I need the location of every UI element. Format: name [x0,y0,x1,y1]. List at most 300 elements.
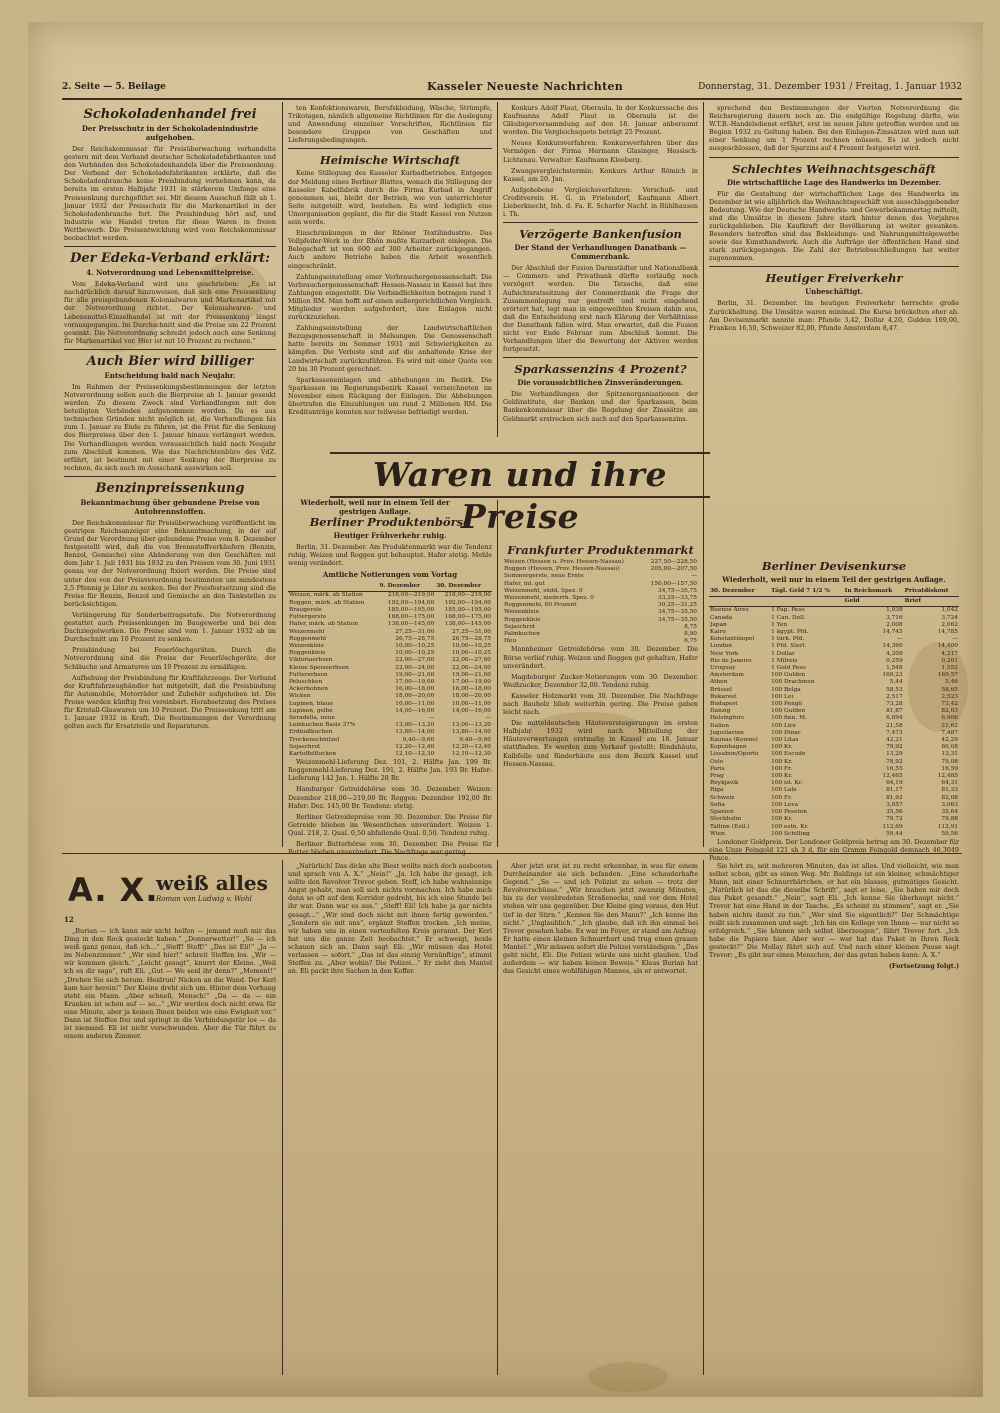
novel-text: „Natürlich! Das dicke alte Biest wollte mich doch ausbooten und sprach von A. X.“ „Nein!“ „Ja. Ich habe ihr gesagt, ich sollte den Revolver Trevor geben. Steff, ich habe wahnsinnige Angst gehabt, man soll sich nichts vormachen. Ich habe mich dann so oft auf dem Korridor gedreht, bis ich eine Stunde bei ihr war. Dann war es aus.“ „Steff! Eli! Ich habe ja gar nichts gesagt...“ „Wir sind doch nicht mit ihnen fertig geworden.“ „Sondern sie mit uns“, ergänzt Steffen trocken. „Ich meine, wir haben uns in einen verteufelten Kreis gerannt. Der Kerl hat uns die ganze Zeit beobachtet.“ Er schweigt, beide schauen sich an. Dann sagt Eli: „Wir müssen das Hotel verlassen — sofort.“ „Das ist das einzig Vernünftige“, stimmt Steffen zu. „Aber wohin? Die Polizei...“ Er zieht den Mantel an. Eli packt ihre Sachen in den Koffer. [288,862,492,976]
table-cell: 8,90 [684,631,697,638]
table-row [288,722,492,729]
table-cell: 19,00—21,00 [452,671,491,678]
table-row [288,693,492,700]
table-cell: 18,00—20,00 [452,693,491,700]
table-cell: 112,91 [937,823,958,830]
table-cell: Bukarest [710,693,737,700]
table-row [503,617,698,624]
article-text: Verlängerung für Sonderbeitragsstufe. Die Notverordnung gestattet auch Preissenkungen im Baugewerbe und bei den Dachziegelwerken. Die Preise sind vom 1. Januar 1932 ab im Durchschnitt um 10 Prozent zu senken. [64,610,276,644]
table-row [288,701,492,708]
article-text: Die mitteldeutschen Häuteversteigerungen im ersten Halbjahr 1932 wird nach Mitteilung der Häuteverwertungen erstmalig in Kassel am 18. Januar stattfinden. Es werden zum Verkauf gestellt: Rindshäute, Kalbfelle und Rinderhäute aus dem Bezirk Kassel und Hessen-Nassau. [503,719,698,768]
table-cell: Seradella, neue [289,714,335,721]
article-text: Kasseler Holzmarkt vom 30. Dezember. Die Nachfrage nach Bauholz blieb weiterhin gering. Die Preise gaben leicht nach. [503,691,698,717]
subheadline: Entscheidung bald nach Neujahr. [104,370,236,380]
table-cell: 1,548 [886,665,903,672]
table-cell: 14,360 [882,643,903,650]
table-cell: 227,50—228,50 [650,559,697,565]
table-cell: Weizen (Hessen u. Prov. Hessen-Nassau) [504,559,624,565]
table-cell: 9,40—9,60 [402,736,435,743]
table-cell: 1,038 [886,607,903,614]
column-header: 30. Dezember [435,582,492,592]
table-row [503,602,698,609]
table-cell: Jugoslavien [710,729,744,736]
table-cell: 73,42 [941,701,958,708]
article-text: Der Abschluß der Fusion Darmstädter und Nationalbank — Commerz- und Privatbank dürfte vorläufig noch verzögert werden. Die Tatsache, daß eine Aufsichtsratssitzung der Commerzbank die Frage der Zusammenlegung nur gestreift und nicht eingehend erörtert hat, legt man in eingeweihten Kreisen dahin aus, daß die Entscheidung erst nach Klärung der Verhältnisse der Danatbank fallen wird. Man erwartet, daß die Fusion nicht vor Ende Februar zum Abschluß kommt. Die Verhandlungen über die Bewertung der Aktiven werden fortgesetzt. [503,264,698,354]
frankfurt-table [503,559,698,645]
table-cell: 22,00—24,00 [395,664,435,671]
table-cell: Wien [710,830,725,837]
table-row [288,636,492,643]
article-text: Sparkasseneinlagen und -abhebungen im Bezirk. Die Sparkassen im Regierungsbezirk Kassel verzeichneten im November einen Rückgang der Einlagen. Die Abhebungen übertrafen die Einzahlungen um rund 2 Millionen RM. Die Kreditanträge konnten nur teilweise befriedigt werden. [288,375,492,417]
column-4-upper [709,104,959,544]
table-cell: Paris [710,765,725,772]
table-cell: Japan [710,621,727,628]
article-text: Berliner Getreidepreise vom 30. Dezember. Die Preise für Getreide blieben im Wesentlichen unverändert. Weizen 1. Qual. 218, 2. Qual. 0,50 abfallende Qual. 0,50. Tendenz ruhig. [288,812,492,837]
table-cell: 82,03 [941,708,958,715]
table-cell: 35,56 [886,809,903,816]
divider [709,266,959,267]
headline-produktenboerse: Berliner Produktenbörse [309,515,471,529]
table-row [288,751,492,758]
table-cell: 3,724 [941,614,958,621]
table-cell: 79,92 [886,744,903,751]
novel-text: „Burian — ich kann mir nicht helfen — jemand muß mir das Ding in den Rock gesteckt haben.“ „Donnerwetter!“ „So — ich weiß ganz genau, daß ich...“ „Steff! Steff!“ „Das ist Eli!“ „Ja — im Nebenzimmer.“ „Wir sind hier!“ schreit Steffen los. „Wir — wir kommen gleich.“ „Leicht gesagt“, knurrt der Kleine. „Weil ich es dir sage“, ruft Eli. „Gut — Wo seid ihr denn?“ „Moment!“ „Drehen Sie sich herum. Heidrun! Nicken an die Wand. Der Kerl kam hier herein!“ Der Kleine dreht sich um. Hinter dem Vorhang steht ein Mann. „Aber schnell, Mensch!“ „Da — da — ein Kranken ist schon auf — so...“ „Wir werden doch nicht etwa für eine Minute, aber ja keinen Ihnen beiden wie eine Ewigkeit vor.“ Dann ist Steffen frei und springt in die Verbindungstür los — da ist niemand. Eli ist nicht verschwunden. Aber die Tür führt zu einem anderen Zimmer. [64,927,276,1041]
headline-frankfurter: Frankfurter Produktenmarkt [507,543,694,557]
table-cell: — [485,714,491,721]
table-cell: 100 Kr. [771,816,793,823]
table-row [288,600,492,607]
table-cell: Tallinn (Estl.) [710,823,750,830]
table-cell: 10,00—11,00 [452,700,491,707]
table-cell: 100 Lei [771,693,794,700]
table-cell: Viktoriaerbsen [289,657,333,664]
table-cell: Budapest [710,701,738,708]
table-cell: 26,75—28,75 [452,635,491,642]
table-cell: Canada [710,614,733,621]
table-row [709,751,959,758]
table-row [709,629,959,636]
table-row [503,631,698,638]
table-cell: Roggenkleie [504,616,541,623]
table-cell: 169,57 [937,672,958,679]
table-cell: 79,88 [941,816,958,823]
novel-column-2 [288,862,492,1375]
table-cell: 14,00—16,00 [452,707,491,714]
headline-sparkassenzins: Sparkassenzins 4 Prozent? [514,362,687,377]
table-cell: Oslo [710,758,724,765]
column-rule [497,860,498,1375]
divider [64,246,276,247]
table-cell: 12,465 [882,773,903,780]
table-cell: 34,75—35,50 [658,616,697,623]
table-cell: Lupinen, gelbe [289,707,333,714]
novel-text: Sie hört zu, seit mehreren Minuten, das ist alles. Und vielleicht, wie man selbst schon, gibt es einen Weg. Mr. Baldings ist ein kleiner, schmächtiger Mann, mit einer Schnurrbärtchen, er hat ein blasses, gutmütiges Gesicht. „Natürlich ist das die dieselbe Schrift“, sagt er leise. „Sie haben mir doch das Paket gesandt.“ „Nein“, sagt Eli. „Ich kenne Sie überhaupt nicht.“ Trevor hat eine Hand in der Tasche. „Es scheint zu stimmen“, sagt er. „Sie haben nichts damit zu tun.“ „Wer sind Sie eigentlich?“ Der Schmächtige reißt sich zusammen und sagt: „Ich bin ein Kollege von Ihnen — nur nicht so erfolgreich.“ „Sie können sich selbst überzeugen“, fährt Trevor fort. „Ich habe die Papiere hier. Aber wer — wer hat das Paket in Ihren Rock gesteckt?“ Die Mollay fährt sich auf. Und nach einer kleinen Pause sagt Trevor: „Es gibt nur einen Menschen, der das getan haben kann: A. X.“ [709,862,959,960]
table-cell: 82,08 [941,794,958,801]
table-cell: 1 Pap. Peso [771,607,805,614]
table-cell: Kaunas (Kowno) [710,737,758,744]
table-cell: Weizenmehl, südd. Spez. 0 [504,587,583,594]
column-header: Tägl. Geld 7 1/2 % [770,587,844,597]
article-text: Berliner Butterbörse vom 30. Dezember. Die Preise für Butter blieben unverändert. Die Nachfrage war gering. [288,840,492,857]
table-cell: Kopenhagen [710,744,747,751]
headline-edeka: Der Edeka-Verband erklärt: [70,251,270,267]
table-cell: 10,00—10,25 [395,642,435,649]
table-cell: 13,00—13,20 [395,722,435,729]
table-cell: 18,00—20,00 [395,693,435,700]
table-cell: 13,80—14,00 [452,729,491,736]
table-cell: Weizenkleie [504,609,540,616]
divider [503,222,698,223]
table-cell: Kartoffelflocken [289,750,337,757]
table-cell: 2,008 [886,621,903,628]
column-header: Brief [904,597,959,607]
chapter-number: 12 [64,915,74,924]
table-cell: 6,75 [684,638,697,645]
table-cell: Erdnußkuchen [289,729,333,736]
table-cell: 100 Schilling [771,830,810,837]
table-row [288,629,492,636]
table-cell: 100 Dinar [771,729,801,736]
article-text: Einschränkungen in der Rhöner Textilindustrie. Das Vollpfeifer-Werk in der Rhön mußte Kurzarbeit einlegen. Die Belegschaft ist von 600 auf 300 Arbeiter zurückgegangen. Auch andere Betriebe haben die Arbeit wesentlich eingeschränkt. [288,229,492,270]
table-cell: 13,00—13,20 [452,722,491,729]
table-cell: 12,10—12,30 [395,750,435,757]
divider [288,148,492,149]
table-cell: 1,552 [941,665,958,672]
table-row [709,766,959,773]
column-header: In Reichsmark [844,587,904,597]
table-cell: 100 Drachmen [771,679,815,686]
table-cell: 64,31 [941,780,958,787]
table-row [288,607,492,614]
table-cell: 58,65 [941,686,958,693]
divider [709,157,959,158]
table-row [288,665,492,672]
column-1 [64,104,276,849]
table-cell: 205,00—207,50 [650,566,697,573]
table-cell: 100 finn. M. [771,715,807,722]
table-cell: 100 Fr. [771,794,793,801]
table-cell: 22,00—27,00 [395,657,435,664]
article-text: ten Konfektionswaren, Berufskleidung, Wäsche, Strümpfe, Trikotagen, nämlich allgemeine Richtlinien für die Auslegung und Anwendung einzelner Vorschriften, Richtlinien für besondere Gruppen von Geschäften und Lieferungsbedingungen. [288,104,492,145]
divider [64,476,276,477]
table-cell: London [710,643,733,650]
headline-heimische-wirtschaft: Heimische Wirtschaft [319,153,461,168]
divider [64,349,276,350]
novel-title-ax: A. X. [68,871,159,909]
table-row [288,650,492,657]
table-cell: 100 Gulden [771,672,806,679]
table-cell: 4,217 [941,650,958,657]
column-header: 30. Dezember [709,587,770,597]
table-cell: 81,87 [886,708,903,715]
table-cell: 3,716 [886,614,903,621]
novel-title [68,870,268,912]
article-text: Magdeburger Zucker-Notierungen vom 30. Dezember. Weißzucker, Dezember 32,00. Tendenz ruhig. [503,672,698,689]
table-cell: 81,17 [886,787,903,794]
table-row [288,708,492,715]
table-cell: 22,00—24,00 [452,664,491,671]
table-row [709,665,959,672]
table-cell: Prag [710,773,724,780]
table-cell: 27,25—31,00 [395,628,435,635]
column-header: Geld [844,597,904,607]
table-cell: Danzig [710,708,731,715]
table-cell: 100 Gulden [771,708,806,715]
table-cell: Sojaschrot [289,743,321,750]
devisen-table [709,587,959,838]
table-cell: 9,40—9,60 [459,736,491,743]
novel-text: Aber jetzt erst ist zu recht erkennbar, in was für einem Durcheinander sie sich befanden. „Eine schauderhafte Gegend.“ „So — und ich Polizist zu sehen — trotz der Revolverschüsse.“ „Wir brauchen jetzt zwanzig Minuten, bis zu der verabredeten Straßenecke, und vor dem Hotel stehen wir uns gegenüber. Der Kleine ging voraus, den Hut tief in der Stirn.“ „Kennen Sie den Mann?“ „Ich kenne ihn nicht.“ „Unglaublich.“ „Ich glaube, daß ich ihn einmal bei Trevor gesehen habe. Es war im Foyer, er stand am Aufzug. Er hatte einen kleinen Schnurrbart und trug einen grauen Mantel.“ „Wir müssen sofort die Polizei verständigen.“ „Das geht nicht, Eli. Die Polizei würde uns nicht glauben. Und außerdem — wir haben keinen Beweis.“ Klaus Burian hat das Gesicht eines wohlfähigen Mannes, als er antwortet. [503,862,698,976]
devisenkurse-section [709,556,959,863]
table-cell: Palmkuchen [504,631,540,638]
table-cell: 7,473 [886,729,903,736]
table-cell: 7,487 [941,729,958,736]
table-cell: 1 Dollar [771,650,795,657]
table-cell: 14,745 [882,629,903,636]
table-cell: 35,64 [941,809,958,816]
table-row [709,672,959,679]
table-cell: 192,00—194,00 [387,599,435,606]
page-date: Donnerstag, 31. Dezember 1931 / Freitag, 1. Januar 1932 [698,82,962,92]
table-cell: 168,00—175,00 [387,614,435,621]
table-row [709,780,959,787]
table-cell: 42,29 [941,737,958,744]
article-text: Mannheimer Getreidebörse vom 30. Dezember. Die Börse verlief ruhig. Weizen und Roggen gut gehalten, Hafer unverändert. [503,645,698,670]
table-cell: 2,062 [941,621,958,628]
table-cell: 100 Leva [771,801,799,808]
article-text: Konkurs Adolf Plaut, Oberaula. In der Konkurssache des Kaufmanns Adolf Plaut in Oberaula ist die Gläubigerversammlung auf den 18. Januar anberaumt worden. Die Vergleichsquote beträgt 25 Prozent. [503,104,698,137]
table-cell: Lissabon/Oporto [710,751,759,758]
table-cell: 73,28 [886,701,903,708]
table-cell: 100 Fr. [771,765,793,772]
continuation-note: (Fortsetzung folgt.) [888,962,959,971]
table-cell: 100 Belga [771,686,801,693]
table-cell: Riga [710,787,724,794]
table-cell: Roggenkleie [289,650,326,657]
table-row [709,615,959,622]
subheadline: Bekanntmachung über gebundene Preise von Autobrennstoffen. [80,497,260,516]
table-cell: 14,785 [937,629,958,636]
column-header [288,582,379,592]
table-row [709,636,959,643]
table-cell: 59,56 [941,830,958,837]
table-cell: Kleine Speiseerbsen [289,664,349,671]
produkten-table [288,582,492,758]
table-cell: 1 türk. Pfd. [771,636,805,643]
table-cell: Trockenschnitzel [289,736,340,743]
table-row [709,651,959,658]
table-cell: 16,55 [886,765,903,772]
table-row [288,592,492,600]
table-cell: — [691,573,697,580]
table-cell: 0,261 [941,657,958,664]
article-text: Zwangsvergleichstermin: Konkurs Arthur Römich in Kassel, am 20. Jan. [503,166,698,183]
table-cell: 16,00—18,00 [395,686,435,693]
table-cell: 100 Pengö [771,701,803,708]
produktenboerse-section [288,512,492,857]
table-cell: Futtergerste [289,614,327,621]
table-cell: Hafer, inl. gut [504,580,545,587]
table-cell: Buenos Aires [710,607,749,614]
table-cell: Weizenmehl [289,628,325,635]
headline-bankenfusion: Verzögerte Bankenfusion [519,227,682,242]
table-cell: 10,00—10,25 [452,642,491,649]
table-row [288,737,492,744]
table-cell: Roggen (Hessen, Prov. Hessen-Nassau) [504,566,620,573]
table-cell: 58,53 [886,686,903,693]
table-cell: Wicken [289,693,311,700]
table-cell: 27,25—31,00 [452,628,491,635]
table-row [709,802,959,809]
table-cell: 192,00—194,00 [444,599,491,606]
table-cell: Schweiz [710,794,735,801]
table-cell: Weizenmehl, niederrh. Spez. 0 [504,595,594,602]
article-text: Im Rahmen der Preissenkungsbestimmungen der letzten Notverordnung sollen auch die Bierpreise ab 1. Januar gesenkt werden. Zu diesem Zweck sind Verhandlungen mit den beteiligten Verbänden aufgenommen worden. Da es aus technischen Gründen nicht möglich ist, die Verhandlungen bis zum 1. Januar zu Ende zu führen, ist die Frist für die Senkung des Bierpreises über den 1. Januar hinaus verlängert worden. Die Verhandlungen werden voraussichtlich bald nach Neujahr zum Abschluß kommen. Wie das Nachrichtenbüro des VdZ. erfährt, ist bestimmt mit einer Senkung der Bierpreise zu rechnen, da sich auch im Ausschank auswirken soll. [64,382,276,472]
table-cell: 100 isl. Kr. [771,780,803,787]
table-cell: 81,33 [941,787,958,794]
table-row [709,824,959,831]
newspaper-title: Kasseler Neueste Nachrichten [427,80,624,93]
table-cell: 22,00—27,00 [452,657,491,664]
table-cell: 138,00—145,00 [444,621,491,628]
table-row [288,672,492,679]
article-text: Vom Edeka-Verband wird uns geschrieben: „Es ist nachdrücklich darauf hinzuweisen, daß sich eine Preissenkung für alle preisgebundenen Kolonialwaren und Markenartikel mit der Notverordnung richtet. Der Kolonialwaren- und Lebensmittel-Einzelhandel ist mit der Preissenkung längst vorausgegangen. Im Durchschnitt sind die Preise um 22 Prozent gesenkt. Die Notverordnung schreibt jedoch auch eine Senkung für Markenartikel vor. Hier ist mit 10 Prozent zu rechnen.“ [64,280,276,345]
column-header: Privatdiskont [904,587,959,597]
article-text: Weizenmehl-Lieferung Dez. 101, 2. Hälfte Jan. 199 Br. Roggenmehl-Lieferung Dez. 191, 2. Hälfte Jan. 193 Br. Hafer-Lieferung 142 Jan. 1. Hälfte 28 Br. [288,758,492,783]
table-cell: Italien [710,722,729,729]
table-row [709,701,959,708]
table-cell: 168,00—175,00 [444,614,491,621]
table-cell: 6,906 [941,715,958,722]
table-cell: 5,44 [889,679,903,686]
table-cell: 78,92 [886,758,903,765]
table-row [709,679,959,686]
table-row [709,787,959,794]
column-rule [497,500,498,847]
table-cell: Athen [710,679,728,686]
table-cell: 79,72 [886,816,903,823]
table-row [709,687,959,694]
headline-devisenkurse: Berliner Devisenkurse [761,559,907,573]
table-cell: 3,057 [886,801,903,808]
table-cell: 12,10—12,30 [452,750,491,757]
table-cell: Rio de Janeiro [710,657,752,664]
table-cell: Amsterdam [710,672,744,679]
table-cell: 8,75 [684,623,697,630]
subheadline: Wiederholt, weil nur in einem Teil der gestrigen Auflage. [722,575,946,584]
column-3-upper [503,104,698,444]
table-cell: Roggenmehl [289,635,326,642]
table-cell: 2,517 [886,693,903,700]
table-cell: 1,042 [941,607,958,614]
table-row [709,809,959,816]
table-cell: 26,75—28,75 [395,635,435,642]
table-row [288,643,492,650]
page-header [62,80,962,100]
table-row [503,588,698,595]
article-text: Der Reichskommissar für Preisüberwachung veröffentlicht im gestrigen Reichsanzeiger eine Bekanntmachung, in der auf Grund der Verordnung über gebundene Preise vom 8. Dezember festgestellt wird, daß die von Brennstoffverkäufern (Benzin, Benzol, Gemische) eine Abänderung von den Geschäften mit dem Jahr 1. Juli 1931 bis 1932 zu den Preisen vom 30. Juni 1931 genau vor der Notverordnung fixiert werden. Die Preise sind unter den von der Preisverordnung bestimmten um mindestens 2,5 Pfennig je Liter zu senken. Bei der Preisfestsetzung sind die Preise für Benzin, Benzol und Gemische an den Tankstellen zu berücksichtigen. [64,518,276,608]
table-cell: 138,00—145,00 [387,621,435,628]
banner-subtitle: Wiederholt, weil nur in einem Teil der gestrigen Auflage. [300,498,450,516]
table-cell: Sofia [710,801,725,808]
table-cell: 100 Kr. [771,744,793,751]
table-cell: 19,00—21,00 [395,671,435,678]
table-row [709,658,959,665]
table-cell: Sojaschrot [504,623,536,630]
table-cell: 12,20—12,40 [452,743,491,750]
table-cell: Braugerste [289,606,322,613]
subheadline: Heutiger Frühverkehr ruhig. [333,531,447,540]
table-cell: 3,063 [941,801,958,808]
article-text: Preisbindung bei Feuerlöschgeräten. Durch die Notverordnung sind die Preise der Feuerlöschgeräte, der Schläuche und Armaturen um 10 Prozent zu ermäßigen. [64,646,276,671]
table-cell: 17,00—19,00 [452,678,491,685]
column-2-upper [288,104,492,444]
table-cell: 1 Yen [771,621,788,628]
column-header: 9. Dezember [379,582,436,592]
table-cell: 1 Can. Doll. [771,614,806,621]
table-row [709,816,959,823]
table-row [288,729,492,736]
article-text: Aufgehobene Vergleichsverfahren: Vorschuß- und Creditverein H. G. in Frielendorf, Kaufmann Albert Lieberknecht, Inh. d. Fa. E. Scharfer Nachf. in Rühlhausen i. Th. [503,185,698,219]
table-row [288,621,492,628]
table-row [709,773,959,780]
table-cell: Ackerbohnen [289,686,328,693]
table-cell: 16,59 [941,765,958,772]
table-cell: Peluschken [289,678,323,685]
novel-column-4 [709,862,959,1375]
table-cell: 13,29 [886,751,903,758]
table-cell: Heu [504,638,517,645]
article-text: Aufhebung der Preisbindung für Kraftfahrzeuge. Der Verband der Kraftfahrzeughändler hat mitgeteilt, daß die Preisbindung für Automobile, Motorräder und Zubehör aufgehoben ist. Die Preise werden künftig frei vereinbart. Herabsetzung des Preises für Kristall-Glaswaren um 10 Prozent. Die Preissenkung tritt am 1. Januar 1932 in Kraft. Die Bestimmungen der Verordnung gelten auch für Ersatzteile und Reparaturen. [64,673,276,731]
table-cell: 169,23 [882,672,903,679]
table-cell: Sommergerste, neue Ernte [504,573,584,580]
table-row [503,638,698,645]
article-text: Neues Konkursverfahren: Konkursverfahren über das Vermögen der Firma Hermann Glasinger, Hessisch-Lichtenau. Verwalter: Kaufmann Kleeberg. [503,139,698,164]
table-cell: 218,00—219,00 [444,592,491,599]
table-cell: 14,00—16,00 [395,707,435,714]
column-rule [282,860,283,1375]
table-row [503,624,698,631]
table-cell: Reykjavik [710,780,739,787]
table-cell: Futtererbsen [289,671,328,678]
table-row [503,573,698,580]
table-cell: Hafer, märk. ab Station [289,621,359,628]
table-row [709,622,959,629]
subheadline: Der Preisschutz in der Schokoladenindustrie aufgehoben. [81,124,259,142]
headline-bier: Auch Bier wird billiger [86,353,254,369]
table-cell: 4,209 [886,650,903,657]
table-cell: 42,21 [886,737,903,744]
divider [503,357,698,358]
table-cell: 30,25—31,25 [658,602,697,609]
table-row [709,715,959,722]
table-cell: 10,00—10,25 [452,650,491,657]
frankfurter-section [503,540,698,850]
table-row [709,643,959,650]
table-cell: 2,523 [941,693,958,700]
table-cell: Konstantinopel [710,636,755,643]
table-cell: 79,08 [941,758,958,765]
table-cell: 12,485 [937,773,958,780]
table-cell: 218,00—219,00 [387,592,435,599]
table-cell: Leinkuchen Basis 37% [289,722,356,729]
article-text: Hamburger Getreidebörse vom 30. Dezember. Weizen: Dezember 218,00—219,00 Br. Roggen: Dezember 192,00 Br. Hafer: Dez. 145,00 Br. Tendenz: stetig. [288,785,492,810]
table-cell: 1 Pfd. Sterl. [771,643,807,650]
table-cell: 100 Kr. [771,758,793,765]
table-cell: 1 Milreis [771,657,798,664]
article-text: Keine Stillegung des Kasseler Kurbadbetriebes. Entgegen der Meldung eines Berliner Blattes, wonach die Stillegung der Kasseler Kabelfabrik durch die Firma Kurbad in Angriff genommen sei, bleibt der Betrieb, wie von unterrichteter Seite mitgeteilt wird, bestehen. Es wird lediglich eine Umorganisation geplant, die für die Stadt Kassel von Nutzen sein werde. [288,169,492,227]
article-text: Die Verhandlungen der Spitzenorganisationen der Geldinstitute, der Banken und der Sparkassen, beim Bankenkommissar über die Regelung der Zinssätze am Geldmarkt erstrecken sich auch auf den Sparkassenzins. [503,390,698,423]
